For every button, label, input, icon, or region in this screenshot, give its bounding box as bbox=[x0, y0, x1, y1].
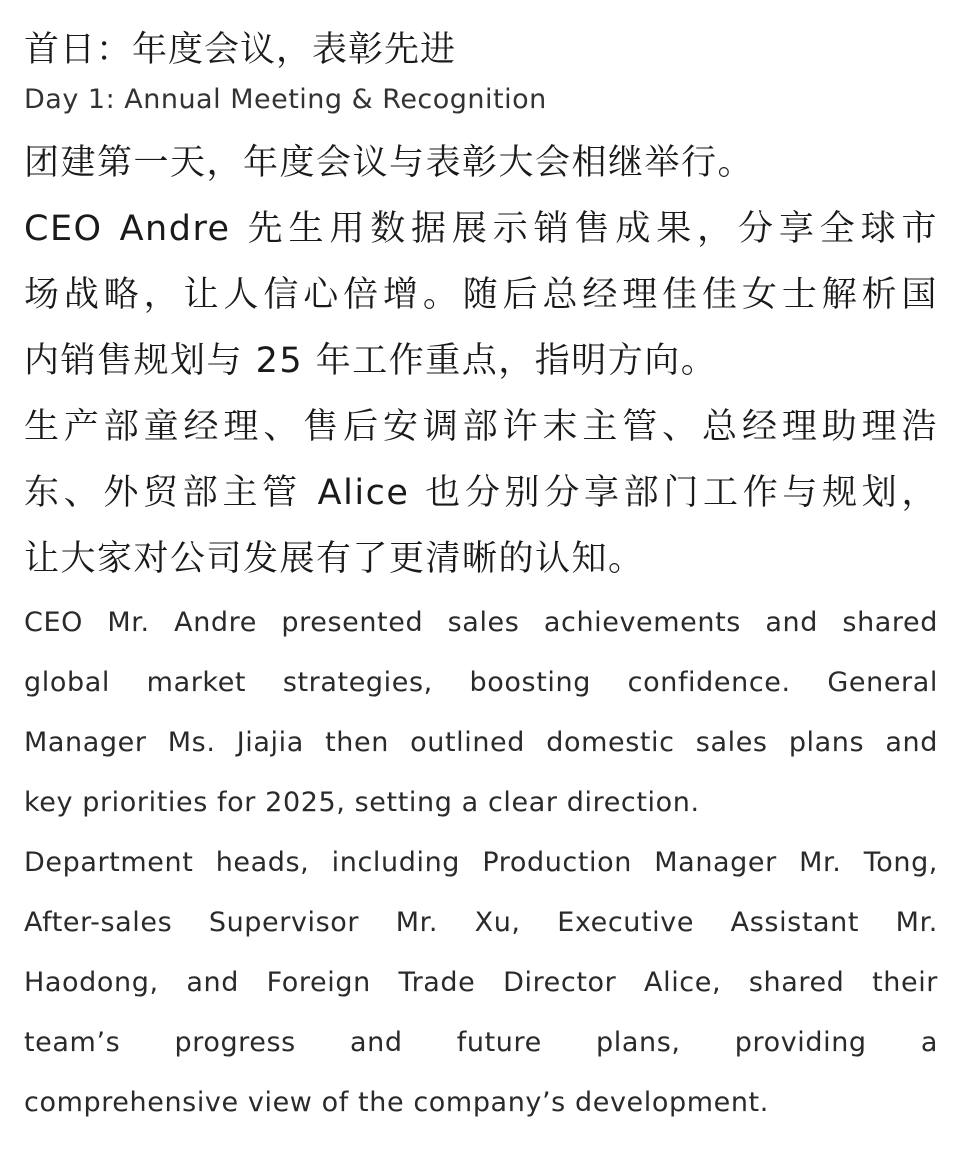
chinese-line: 场战略，让人信心倍增。随后总经理佳佳女士解析国 bbox=[24, 275, 938, 315]
english-paragraph-1 bbox=[24, 593, 938, 833]
chinese-line: 东、外贸部主管 Alice 也分别分享部门工作与规划， bbox=[24, 473, 938, 513]
english-paragraph-2 bbox=[24, 833, 938, 1133]
chinese-body-text bbox=[24, 130, 938, 592]
english-line: comprehensive view of the company’s development. bbox=[24, 1087, 769, 1118]
article-section bbox=[24, 0, 938, 1133]
section-title-english: Day 1: Annual Meeting & Recognition bbox=[24, 84, 547, 115]
chinese-line: 团建第一天，年度会议与表彰大会相继举行。 bbox=[24, 143, 755, 183]
english-line: Haodong, and Foreign Trade Director Alice, shared their bbox=[24, 967, 938, 998]
chinese-line: 内销售规划与 25 年工作重点，指明方向。 bbox=[24, 341, 718, 381]
chinese-line: 让大家对公司发展有了更清晰的认知。 bbox=[24, 539, 645, 579]
english-line: Department heads, including Production Manager Mr. Tong, bbox=[24, 847, 938, 878]
english-line: team’s progress and future plans, providing a bbox=[24, 1027, 938, 1058]
chinese-line: CEO Andre 先生用数据展示销售成果，分享全球市 bbox=[24, 209, 938, 249]
section-title-chinese: 首日：年度会议，表彰先进 bbox=[24, 30, 457, 70]
english-line: global market strategies, boosting confidence. General bbox=[24, 667, 938, 698]
english-line: After-sales Supervisor Mr. Xu, Executive Assistant Mr. bbox=[24, 907, 938, 938]
english-line: Manager Ms. Jiajia then outlined domestic sales plans and bbox=[24, 727, 938, 758]
english-line: CEO Mr. Andre presented sales achievements and shared bbox=[24, 607, 938, 638]
chinese-line: 生产部童经理、售后安调部许末主管、总经理助理浩 bbox=[24, 407, 938, 447]
english-line: key priorities for 2025, setting a clear direction. bbox=[24, 787, 700, 818]
